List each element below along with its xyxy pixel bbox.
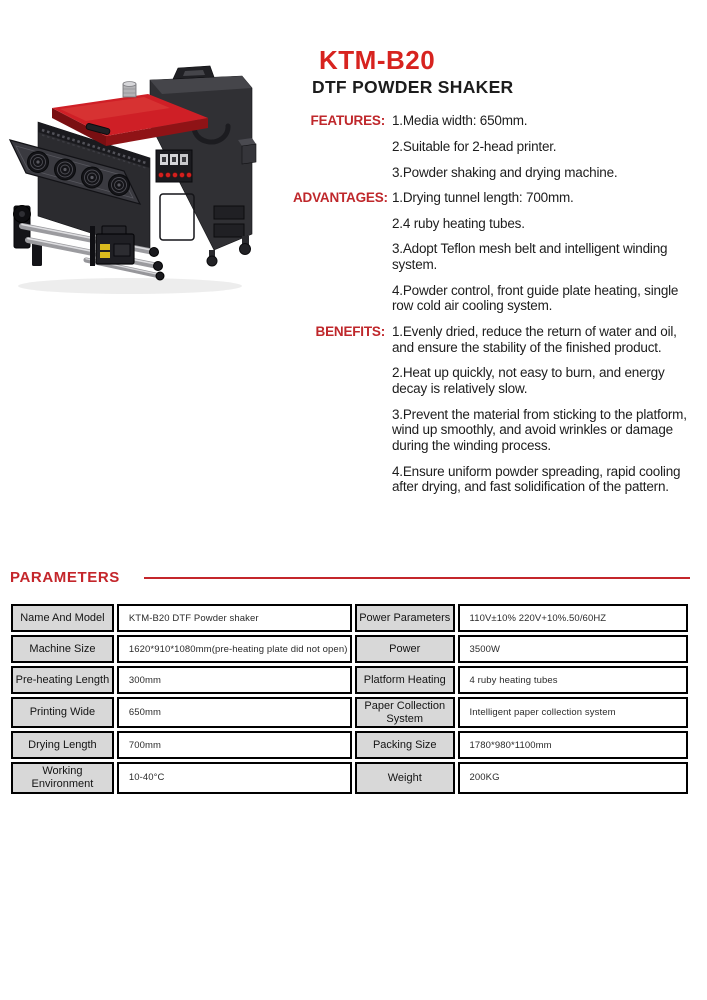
param-value: 10-40°C (117, 762, 352, 793)
advantage-item: 2.4 ruby heating tubes. (392, 215, 525, 231)
param-label: Name And Model (11, 604, 114, 632)
benefit-item: 4.Ensure uniform powder spreading, rapid cooling after drying, and fast solidification of the pattern. (392, 463, 681, 495)
param-label: Drying Length (11, 731, 114, 759)
feature-item: 3.Powder shaking and drying machine. (392, 164, 618, 180)
table-row (11, 604, 688, 632)
param-value: 3500W (458, 635, 688, 663)
feature-item: 1.Media width: 650mm. (392, 113, 528, 129)
warning-label (100, 252, 110, 258)
param-value: 300mm (117, 666, 352, 694)
parameters-heading-row (10, 569, 690, 586)
benefits-items (392, 324, 689, 505)
features-label: FEATURES: (310, 113, 385, 129)
advantage-item: 3.Adopt Teflon mesh belt and intelligent winding system. (392, 241, 668, 273)
description-sections (293, 113, 697, 505)
param-value: 700mm (117, 731, 352, 759)
advantages-label: ADVANTAGES: (293, 190, 388, 206)
powder-shaker-illustration (2, 58, 287, 308)
advantage-item: 4.Powder control, front guide plate heating, single row cold air cooling system. (392, 282, 679, 314)
advantage-item: 1.Drying tunnel length: 700mm. (392, 190, 574, 206)
table-row (11, 666, 688, 694)
section-benefits (293, 324, 697, 505)
warning-label (100, 244, 110, 250)
param-label: Weight (355, 762, 455, 793)
benefit-item: 2.Heat up quickly, not easy to burn, and energy decay is relatively slow. (392, 365, 665, 397)
param-label: Printing Wide (11, 697, 114, 728)
table-row (11, 635, 688, 663)
feature-item: 2.Suitable for 2-head printer. (392, 138, 557, 154)
parameters-table (8, 601, 691, 797)
product-info (293, 45, 697, 505)
benefit-item: 1.Evenly dried, reduce the return of water and oil, and ensure the stability of the finished product. (392, 324, 677, 355)
param-label: Power (355, 635, 455, 663)
parameters-heading: PARAMETERS (10, 569, 120, 586)
product-name: DTF POWDER SHAKER (312, 77, 514, 98)
heading-rule (144, 577, 690, 579)
benefit-item: 3.Prevent the material from sticking to the platform, wind up smoothly, and avoid wrinkles or damage during the winding process. (392, 406, 687, 454)
param-label: Platform Heating (355, 666, 455, 694)
param-value: 4 ruby heating tubes (458, 666, 688, 694)
param-label: Power Parameters (355, 604, 455, 632)
benefits-label: BENEFITS: (315, 324, 385, 340)
param-label: Paper Collection System (355, 697, 455, 728)
table-row (11, 731, 688, 759)
param-label: Pre-heating Length (11, 666, 114, 694)
param-value: 1780*980*1100mm (458, 731, 688, 759)
table-row (11, 762, 688, 793)
table-row (11, 697, 688, 728)
param-value: 1620*910*1080mm(pre-heating plate did not open) (117, 635, 352, 663)
advantages-items (392, 190, 689, 324)
section-advantages (293, 190, 697, 324)
param-label: Packing Size (355, 731, 455, 759)
product-photo (2, 58, 287, 308)
param-value: 110V±10% 220V+10%.50/60HZ (458, 604, 688, 632)
section-features (293, 113, 697, 190)
product-model: KTM-B20 (319, 45, 436, 75)
param-value: KTM-B20 DTF Powder shaker (117, 604, 352, 632)
param-value: Intelligent paper collection system (458, 697, 688, 728)
param-value: 650mm (117, 697, 352, 728)
param-value: 200KG (458, 762, 688, 793)
param-label: Working Environment (11, 762, 114, 793)
param-label: Machine Size (11, 635, 114, 663)
features-items (392, 113, 689, 190)
